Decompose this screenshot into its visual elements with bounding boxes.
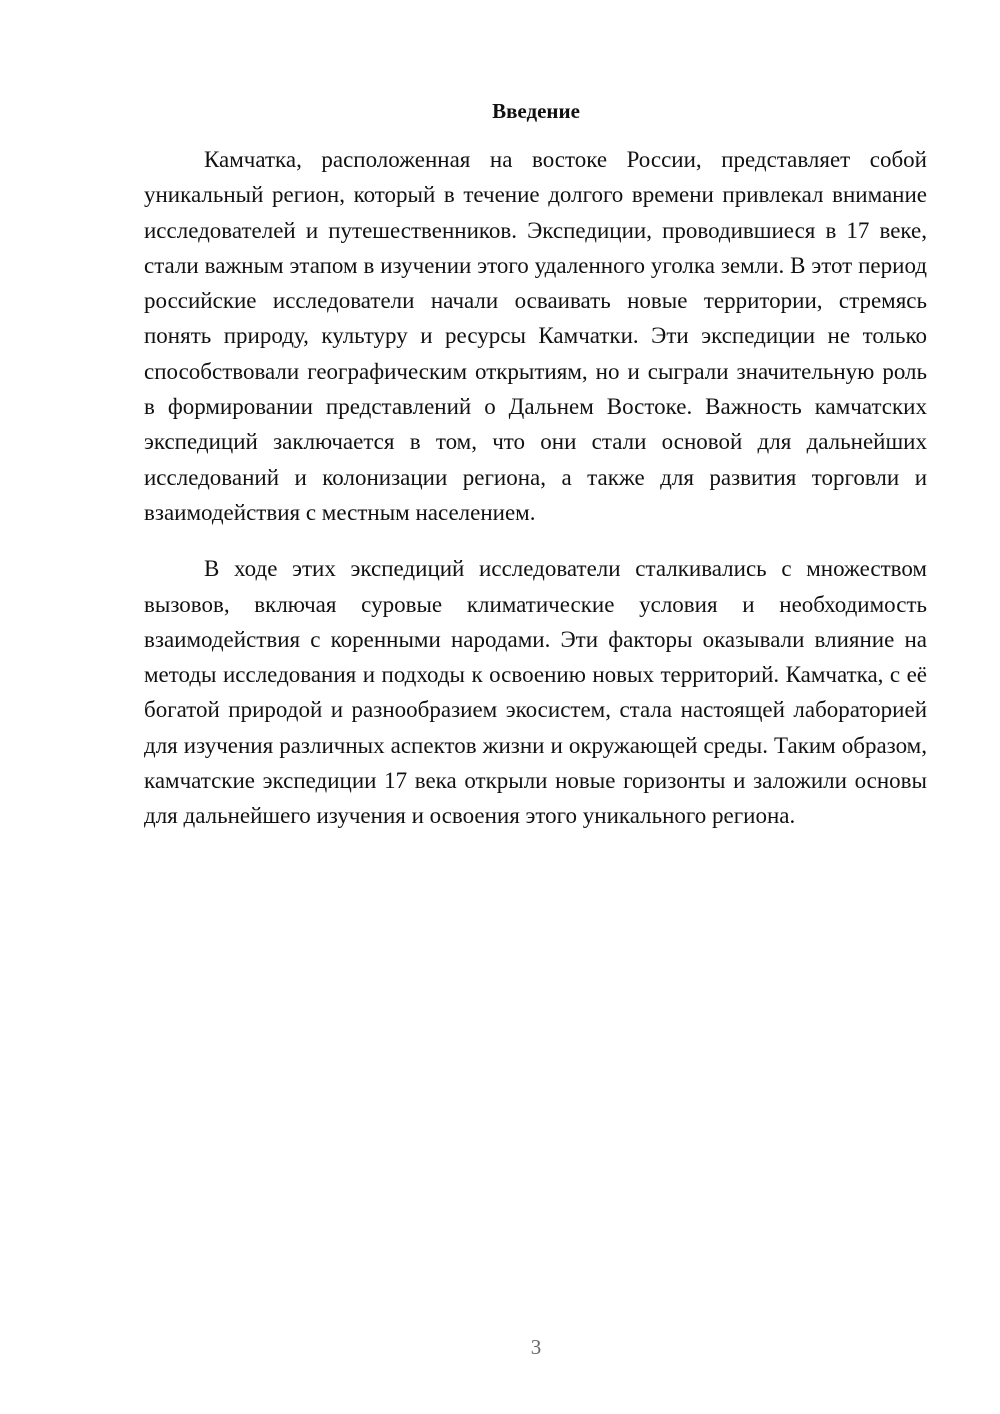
page-title: Введение [492, 99, 580, 123]
page-number: 3 [530, 1335, 542, 1359]
body-paragraph: В ходе этих экспедиций исследователи сталкивались с множеством вызовов, включая суровые климатические условия и необходимость взаимодействия с коренными народами. Эти факторы оказывали влияние на методы исследования и подходы к освоению новых территорий. Камчатка, с её богатой природой и разнообразием экосистем, стала настоящей лабораторией для изучения различных аспектов жизни и окружающей среды. Таким образом, камчатские экспедиции 17 века открыли новые горизонты и заложили основы для дальнейшего изучения и освоения этого уникального региона. [144, 556, 927, 829]
body-paragraph: Камчатка, расположенная на востоке России, представляет собой уникальный регион, который в течение долгого времени привлекал внимание исследователей и путешественников. Экспедиции, проводившиеся в 17 веке, стали важным этапом в изучении этого удаленного уголка земли. В этот период российские исследователи начали осваивать новые территории, стремясь понять природу, культуру и ресурсы Камчатки. Эти экспедиции не только способствовали географическим открытиям, но и сыграли значительную роль в формировании представлений о Дальнем Востоке. Важность камчатских экспедиций заключается в том, что они стали основой для дальнейших исследований и колонизации региона, а также для развития торговли и взаимодействия с местным населением. [144, 147, 927, 525]
document-body [144, 142, 927, 834]
